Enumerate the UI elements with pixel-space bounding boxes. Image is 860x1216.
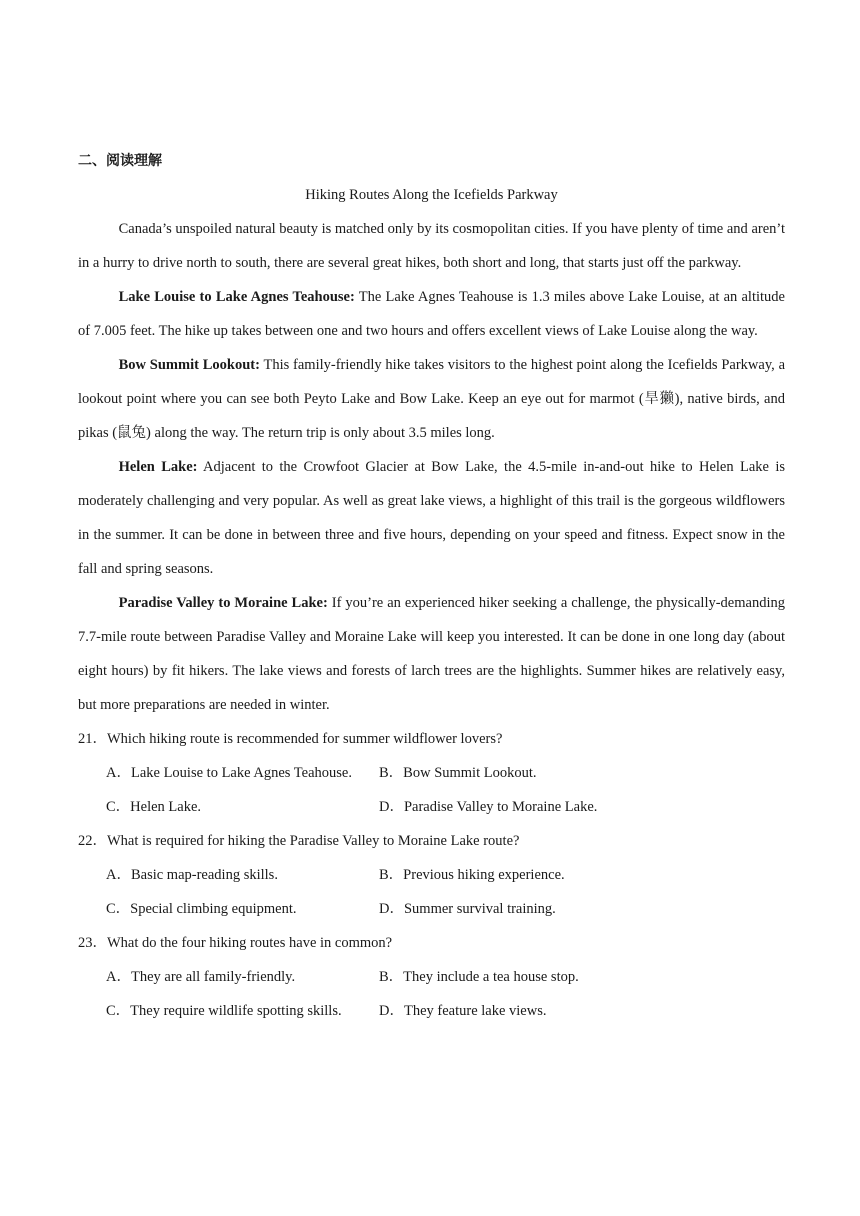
route-name: Bow Summit Lookout:	[118, 357, 260, 373]
route-paragraph-3	[78, 450, 785, 586]
option-a: A．Basic map-reading skills.	[106, 867, 278, 883]
option-a: A．They are all family-friendly.	[106, 969, 296, 985]
route-text: If you’re an experienced hiker seeking a challenge, the physically-demanding 7.7-mile route between Paradise Valley and Moraine Lake will keep you interested. It can be done in one long day (about eight hours) by fit hikers. The lake views and forests of larch trees are the highlights. Summer hikes are relatively easy, but more preparations are needed in winter.	[78, 595, 785, 713]
section-heading: 二、阅读理解	[78, 153, 162, 169]
question-23: 23．What do the four hiking routes have in common?	[78, 935, 393, 951]
article-title: Hiking Routes Along the Icefields Parkway	[305, 187, 558, 203]
route-name: Paradise Valley to Moraine Lake:	[118, 595, 328, 611]
option-d: D．Summer survival training.	[379, 901, 556, 917]
option-c: C．Special climbing equipment.	[106, 901, 297, 917]
intro-paragraph: Canada’s unspoiled natural beauty is matched only by its cosmopolitan cities. If you have plenty of time and aren’t in a hurry to drive north to south, there are several great hikes, both short and long, that starts just off the parkway.	[78, 221, 785, 271]
route-text: This family-friendly hike takes visitors to the highest point along the Icefields Parkway, a lookout point where you can see both Peyto Lake and Bow Lake. Keep an eye out for marmot (旱獭), native birds, and pikas (鼠兔) along the way. The return trip is only about 3.5 miles long.	[78, 357, 786, 441]
option-b: B．Previous hiking experience.	[379, 867, 565, 883]
option-c: C．They require wildlife spotting skills.	[106, 1003, 342, 1019]
question-22: 22．What is required for hiking the Paradise Valley to Moraine Lake route?	[78, 833, 520, 849]
route-name: Helen Lake:	[118, 459, 198, 475]
option-b: B．They include a tea house stop.	[379, 969, 579, 985]
option-c: C．Helen Lake.	[106, 799, 202, 815]
route-text: The Lake Agnes Teahouse is 1.3 miles above Lake Louise, at an altitude of 7.005 feet. The hike up takes between one and two hours and offers excellent views of Lake Louise along the way.	[78, 289, 785, 339]
route-text: Adjacent to the Crowfoot Glacier at Bow Lake, the 4.5-mile in-and-out hike to Helen Lake is moderately challenging and very popular. As well as great lake views, a highlight of this trail is the gorgeous wildflowers in the summer. It can be done in between three and five hours, depending on your speed and fitness. Expect snow in the fall and spring seasons.	[78, 459, 785, 577]
option-d: D．Paradise Valley to Moraine Lake.	[379, 799, 598, 815]
option-a: A．Lake Louise to Lake Agnes Teahouse.	[106, 765, 352, 781]
route-paragraph-1	[78, 280, 785, 348]
route-paragraph-4	[78, 586, 785, 722]
option-b: B．Bow Summit Lookout.	[379, 765, 537, 781]
document-page	[78, 150, 785, 1028]
question-21: 21．Which hiking route is recommended for summer wildflower lovers?	[78, 731, 503, 747]
question-22-options	[78, 858, 785, 926]
route-paragraph-2	[78, 348, 785, 450]
question-23-options	[78, 960, 785, 1028]
question-21-options	[78, 756, 785, 824]
route-name: Lake Louise to Lake Agnes Teahouse:	[118, 289, 355, 305]
option-d: D．They feature lake views.	[379, 1003, 547, 1019]
